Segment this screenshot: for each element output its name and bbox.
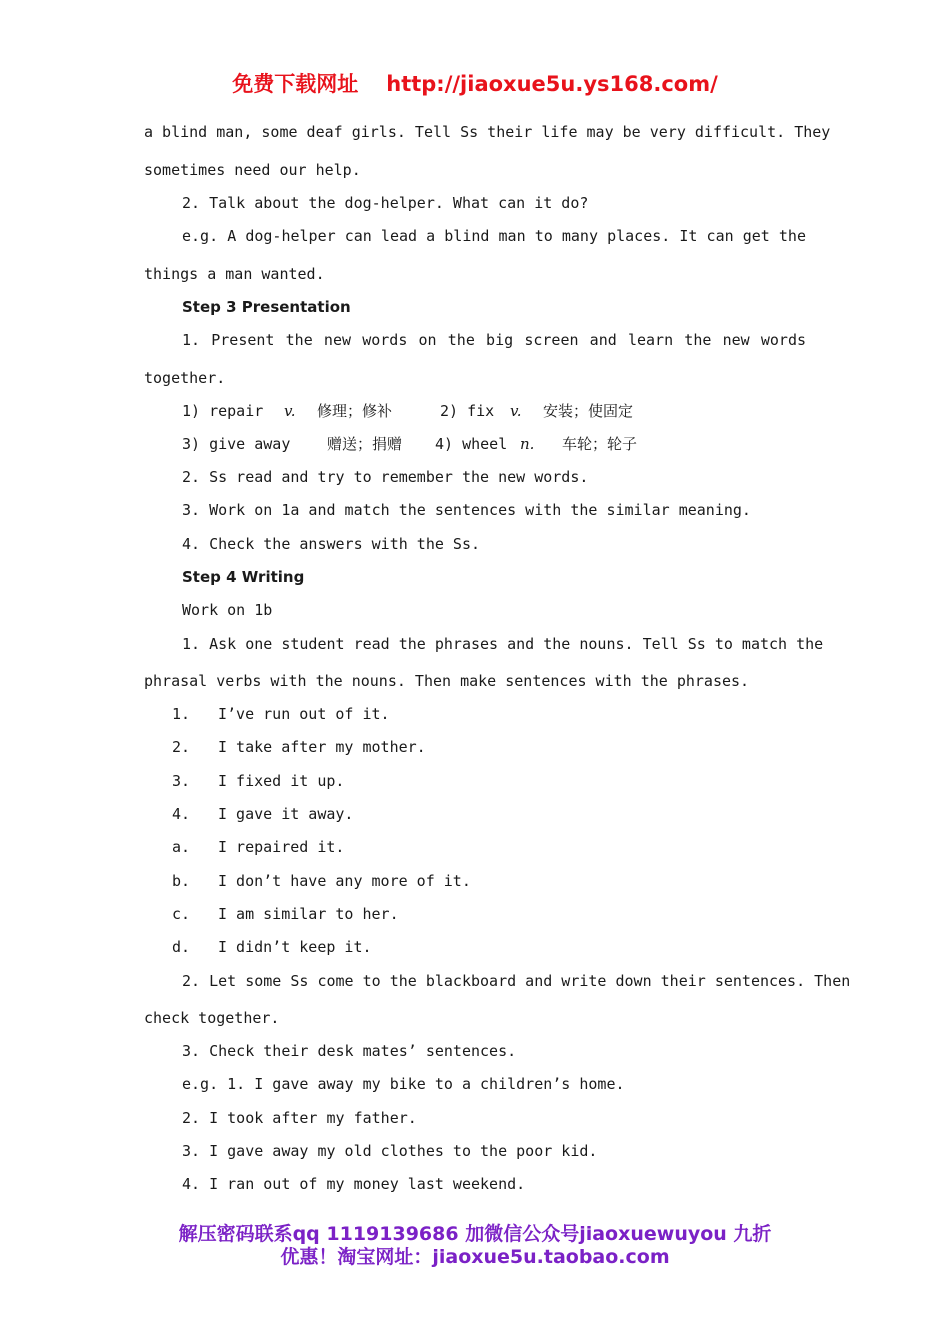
list-item bbox=[172, 771, 345, 791]
list-item bbox=[172, 804, 354, 824]
intro-line-1: a blind man, some deaf girls. Tell Ss their life may be very difficult. They bbox=[144, 123, 831, 141]
step4-heading: Step 4 Writing bbox=[182, 568, 305, 586]
step4-subheading: Work on 1b bbox=[182, 601, 273, 619]
list-label: 3. bbox=[172, 772, 191, 790]
step3-heading: Step 3 Presentation bbox=[182, 298, 351, 316]
list-label: a. bbox=[172, 838, 191, 856]
list-label: c. bbox=[172, 905, 191, 923]
list-item bbox=[172, 704, 390, 724]
vocab-row-2 bbox=[182, 434, 782, 454]
vocab-meaning: 修理；修补 bbox=[317, 402, 393, 420]
talk-line: 2. Talk about the dog-helper. What can it do? bbox=[182, 194, 589, 212]
list-label: 2. bbox=[172, 738, 191, 756]
header-title: 免费下载网址 bbox=[232, 72, 359, 96]
list-text: I’ve run out of it. bbox=[218, 705, 390, 723]
list-item bbox=[172, 904, 399, 924]
step3-item4: 4. Check the answers with the Ss. bbox=[182, 535, 481, 553]
step3-item1-line2: together. bbox=[144, 369, 226, 387]
example-line-2: things a man wanted. bbox=[144, 265, 325, 283]
list-item bbox=[172, 737, 426, 757]
step4-item2-line2: check together. bbox=[144, 1009, 280, 1027]
footer-line-1: 解压密码联系qq 1119139686 加微信公众号jiaoxuewuyou 九折 bbox=[178, 1223, 772, 1245]
vocab-word: 2) fix bbox=[440, 402, 495, 420]
list-text: I gave it away. bbox=[218, 805, 354, 823]
step4-item1-line1: 1. Ask one student read the phrases and the nouns. Tell Ss to match the bbox=[182, 635, 824, 653]
vocab-word: 4) wheel bbox=[435, 435, 508, 453]
vocab-word: 1) repair bbox=[182, 402, 264, 420]
list-label: 1. bbox=[172, 705, 191, 723]
list-item bbox=[172, 871, 471, 891]
example-sentence: e.g. 1. I gave away my bike to a children’s home. bbox=[182, 1075, 625, 1093]
example-line-1: e.g. A dog-helper can lead a blind man to many places. It can get the bbox=[182, 227, 806, 245]
vocab-word: 3) give away bbox=[182, 435, 291, 453]
list-text: I don’t have any more of it. bbox=[218, 872, 471, 890]
list-text: I repaired it. bbox=[218, 838, 345, 856]
example-sentence: 2. I took after my father. bbox=[182, 1109, 417, 1127]
vocab-row-1 bbox=[182, 401, 782, 421]
list-text: I am similar to her. bbox=[218, 905, 399, 923]
list-label: b. bbox=[172, 872, 191, 890]
list-item bbox=[172, 937, 372, 957]
list-label: d. bbox=[172, 938, 191, 956]
footer-line-2[interactable]: 优惠！淘宝网址：jiaoxue5u.taobao.com bbox=[280, 1246, 670, 1268]
header-url[interactable]: http://jiaoxue5u.ys168.com/ bbox=[386, 72, 718, 96]
example-sentence: 4. I ran out of my money last weekend. bbox=[182, 1175, 526, 1193]
list-item bbox=[172, 837, 345, 857]
vocab-pos: v. bbox=[510, 402, 522, 420]
step3-item3: 3. Work on 1a and match the sentences with the similar meaning. bbox=[182, 501, 751, 519]
step3-item2: 2. Ss read and try to remember the new words. bbox=[182, 468, 589, 486]
list-text: I fixed it up. bbox=[218, 772, 345, 790]
list-text: I take after my mother. bbox=[218, 738, 426, 756]
vocab-meaning: 车轮；轮子 bbox=[562, 435, 638, 453]
step4-item3: 3. Check their desk mates’ sentences. bbox=[182, 1042, 517, 1060]
list-label: 4. bbox=[172, 805, 191, 823]
vocab-meaning: 赠送；捐赠 bbox=[327, 435, 403, 453]
vocab-pos: n. bbox=[520, 435, 535, 453]
intro-line-2: sometimes need our help. bbox=[144, 161, 361, 179]
step3-item1-line1: 1. Present the new words on the big screen and learn the new words bbox=[182, 331, 806, 349]
vocab-meaning: 安装；使固定 bbox=[543, 402, 634, 420]
page-header bbox=[0, 68, 950, 98]
step4-item1-line2: phrasal verbs with the nouns. Then make sentences with the phrases. bbox=[144, 672, 750, 690]
list-text: I didn’t keep it. bbox=[218, 938, 372, 956]
vocab-pos: v. bbox=[284, 402, 296, 420]
example-sentence: 3. I gave away my old clothes to the poor kid. bbox=[182, 1142, 598, 1160]
step4-item2-line1: 2. Let some Ss come to the blackboard and write down their sentences. Then bbox=[182, 972, 851, 990]
